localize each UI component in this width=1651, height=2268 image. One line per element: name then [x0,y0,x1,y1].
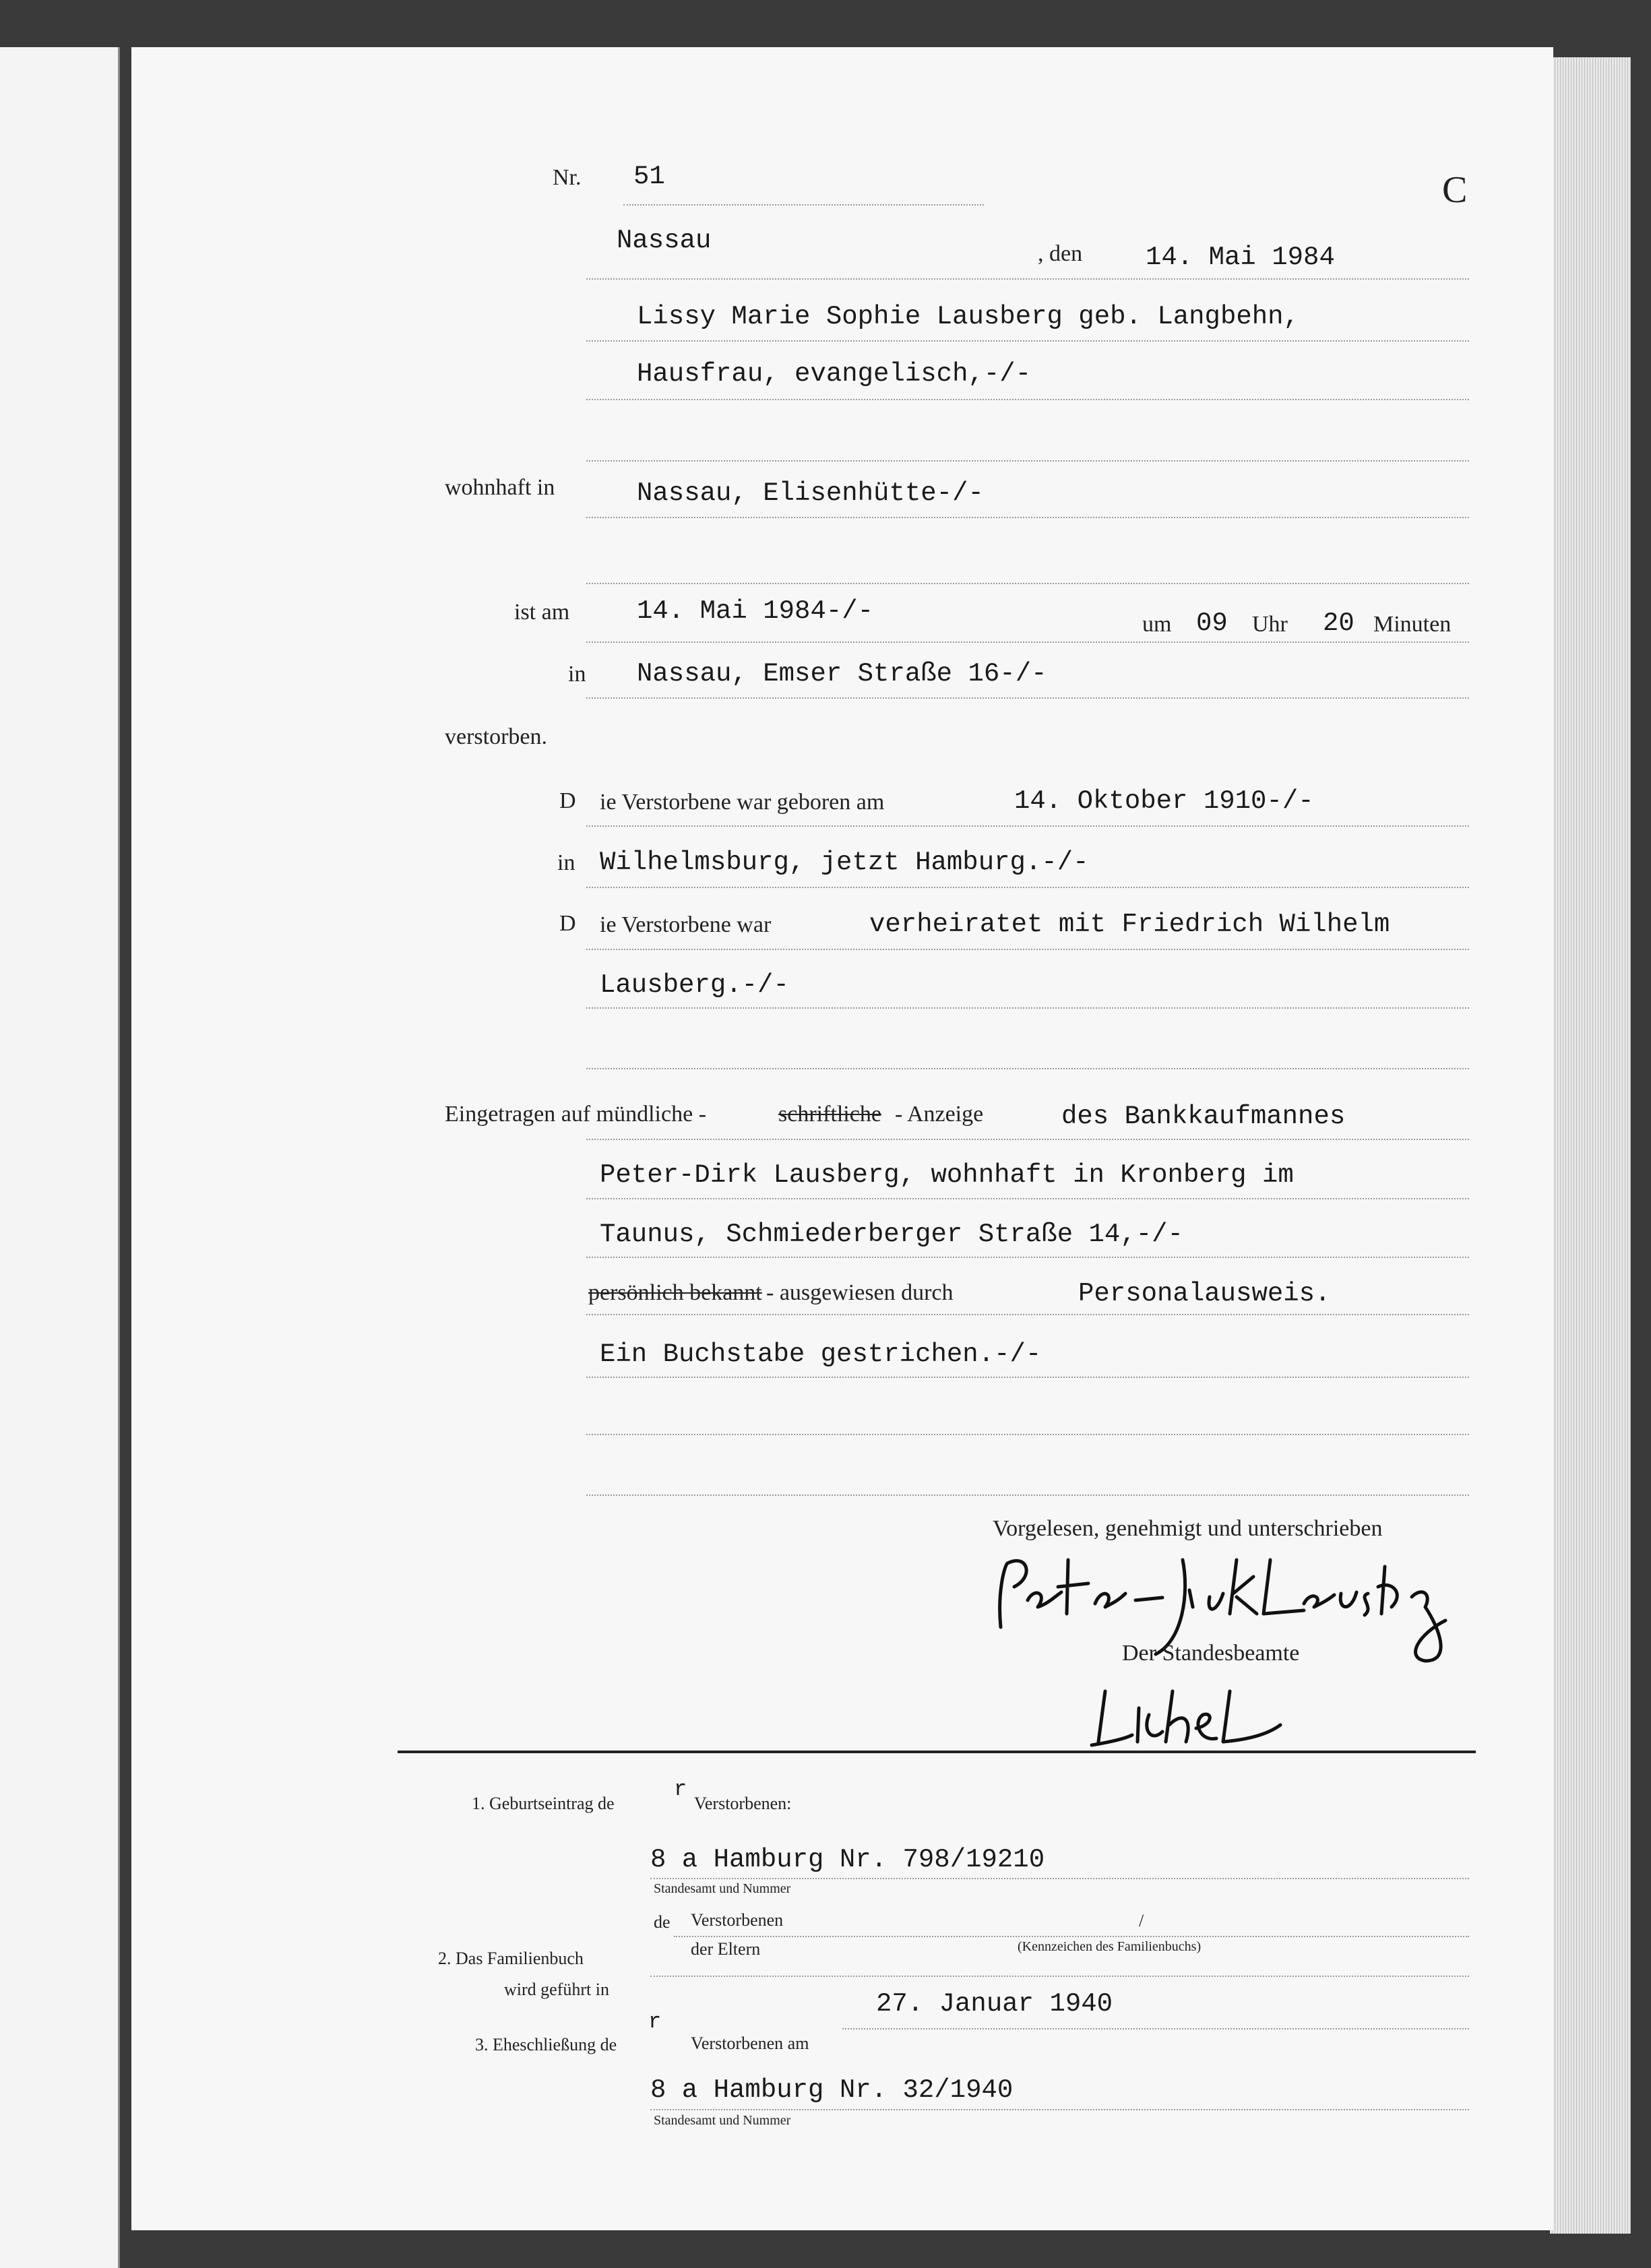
person-line-1-rule [586,340,1469,342]
registration-line-1-rule [586,1139,1469,1140]
verstorben-label: verstorben. [445,724,548,749]
marriage-date: 27. Januar 1940 [876,1989,1113,2019]
birth-date-line [586,825,1469,827]
family-book-label: 2. Das Familienbuch [438,1949,584,1968]
marriage-entry-line [650,2109,1469,2110]
residence-line-2 [586,583,1469,584]
birth-in-label: in [557,850,575,875]
registration-line-3: Taunus, Schmiederberger Straße 14,-/- [600,1220,1183,1249]
blank-line-2 [586,1494,1469,1496]
gefuehrt-line [650,1976,1469,1977]
marital-line-1-rule [586,949,1469,950]
registration-label-b: - Anzeige [895,1102,984,1127]
note-line [586,1377,1469,1378]
death-date-value: 14. Mai 1984-/- [637,596,874,626]
standesamt-label-2: Standesamt und Nummer [654,2113,791,2128]
verstorbenen-label: Verstorbenen [691,1910,784,1930]
marriage-super: r [648,2009,662,2034]
read-approved-label: Vorgelesen, genehmigt und unterschrieben [993,1516,1383,1541]
birth-place-value: Wilhelmsburg, jetzt Hamburg.-/- [600,848,1089,877]
birth-entry-label-a: 1. Geburtseintrag de [472,1794,615,1813]
birth-entry-value: 8 a Hamburg Nr. 798/19210 [650,1845,1045,1875]
marital-prefix: D [559,911,576,936]
de-label: de [654,1912,671,1932]
person-line-2-rule [586,399,1469,400]
residence-label: wohnhaft in [445,475,555,500]
registration-label-a: Eingetragen auf mündliche - [445,1102,707,1127]
death-place-value: Nassau, Emser Straße 16-/- [637,659,1047,689]
marital-line-1: verheiratet mit Friedrich Wilhelm [869,910,1390,939]
family-book-slash: / [1139,1911,1144,1930]
registration-line-1: des Bankkaufmannes [1061,1102,1346,1131]
marital-line-2: Lausberg.-/- [600,970,789,1000]
id-struck: persönlich bekannt [588,1280,762,1305]
nr-label: Nr. [553,165,582,190]
marital-line-3-rule [586,1068,1469,1069]
birth-entry-super: r [674,1777,687,1802]
death-hour: 09 [1196,608,1228,638]
registration-note: Ein Buchstabe gestrichen.-/- [600,1340,1042,1369]
person-line-2: Hausfrau, evangelisch,-/- [637,359,1032,389]
nr-value: 51 [633,162,665,191]
register-page [131,47,1553,2230]
page-stack-edge [1550,57,1631,2234]
family-book-line [674,1936,1469,1937]
minuten-label: Minuten [1373,612,1452,637]
death-date-label: ist am [514,600,570,625]
birth-entry-line [650,1878,1469,1879]
registration-label-struck: schriftliche [778,1102,881,1127]
person-line-1: Lissy Marie Sophie Lausberg geb. Langbehn, [637,302,1299,332]
uhr-label: Uhr [1252,612,1288,637]
marriage-label-b: Verstorbenen am [691,2034,809,2053]
marriage-entry-value: 8 a Hamburg Nr. 32/1940 [650,2075,1014,2105]
den-label: , den [1038,241,1083,266]
date-value: 14. Mai 1984 [1146,243,1335,272]
birth-entry-label-b: Verstorbenen: [694,1794,792,1813]
registration-line-2-rule [586,1198,1469,1199]
footer-divider [398,1751,1476,1753]
id-value: Personalausweis. [1078,1279,1331,1309]
birth-place-line [586,887,1469,888]
person-line-3-rule [586,460,1469,462]
marital-label: ie Verstorbene war [600,912,772,937]
marriage-date-line [842,2028,1469,2029]
blank-line-1 [586,1434,1469,1435]
death-minutes: 20 [1323,608,1354,638]
place-date-line [586,278,1469,280]
registrar-label: Der Standesbeamte [1122,1641,1300,1666]
death-in-label: in [568,662,586,687]
birth-date-value: 14. Oktober 1910-/- [1014,786,1314,816]
place-value: Nassau [617,226,712,255]
death-place-line [586,697,1469,699]
registrar-signature [1085,1678,1462,1759]
left-page-edge [0,47,120,2268]
residence-line [586,517,1469,518]
gefuehrt-label: wird geführt in [504,1980,609,1999]
corner-letter: C [1442,169,1468,211]
birth-label: ie Verstorbene war geboren am [600,790,885,815]
marriage-label-a: 3. Eheschließung de [475,2035,617,2054]
nr-line [623,204,984,206]
registration-line-2: Peter-Dirk Lausberg, wohnhaft in Kronberg im [600,1160,1294,1190]
um-label: um [1142,612,1172,637]
id-label: - ausgewiesen durch [766,1280,954,1305]
standesamt-label-1: Standesamt und Nummer [654,1881,791,1896]
birth-prefix: D [559,788,576,813]
id-line [586,1314,1469,1315]
residence-value: Nassau, Elisenhütte-/- [637,478,984,508]
registration-line-3-rule [586,1257,1469,1258]
marital-line-2-rule [586,1007,1469,1009]
eltern-label: der Eltern [691,1939,761,1959]
death-date-line [586,641,1469,643]
kennzeichen-label: (Kennzeichen des Familienbuchs) [1018,1939,1202,1954]
